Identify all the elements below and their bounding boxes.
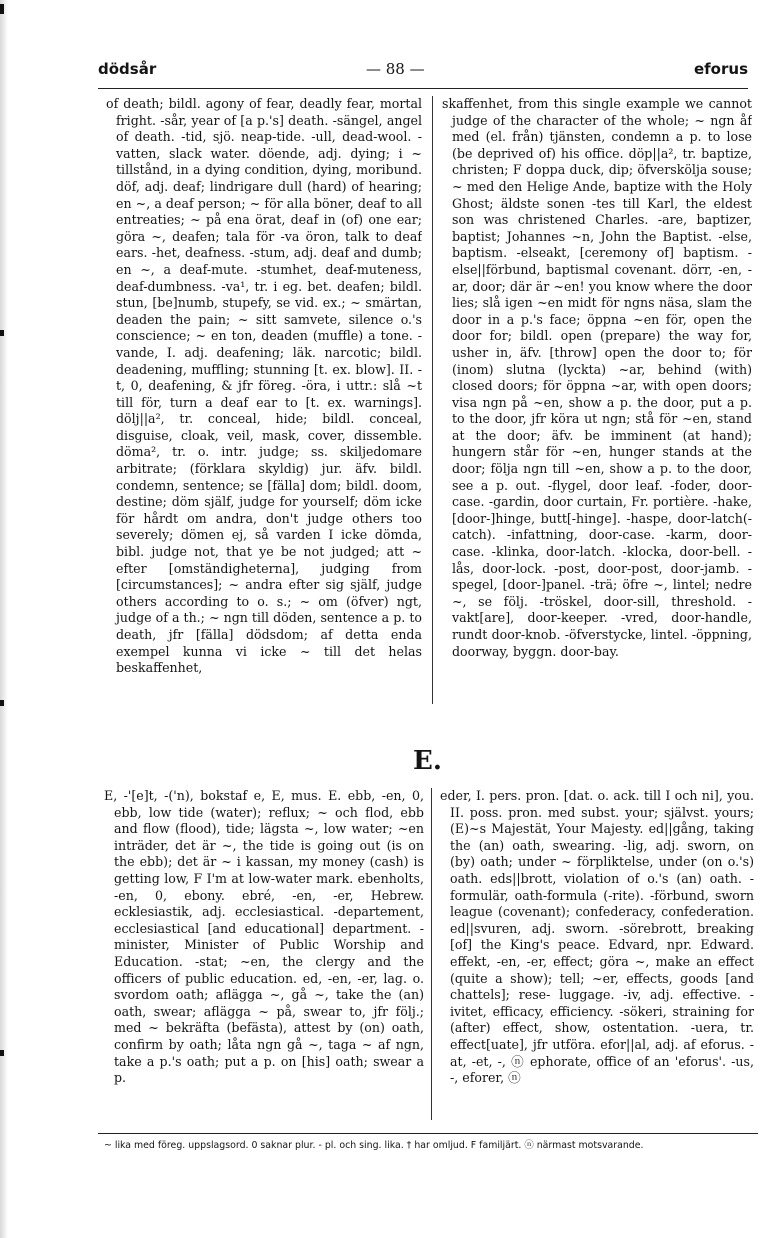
- column-divider: [431, 788, 432, 1120]
- margin-mark: [0, 330, 4, 336]
- column-top-left: [106, 96, 422, 708]
- column-text: E, -'[e]t, -('n), bokstaf e, E, mus. E. ebb, -en, 0, ebb, low tide (water); reflux; ~ och flod, ebb and flow (flood), tide; lägsta ~, low water; ~en inträder, det är ~, the tide is going out (is on the ebb); det är ~ i kassan, my money (cash) is getting low, F I'm at low-water mark. ebenholts, -en, 0, ebony. ebré, -en, -er, Hebrew. ecklesiastik, adj. ecclesiastical. -departement, ecclesiastical [and educational] department. -minister, Minister of Public Worship and Education. -stat; ~en, the clergy and the officers of public education. ed, -en, -er, lag. o. svordom oath; aflägga ~, gå ~, take the (an) oath, swear; aflägga ~ på, swear to, jfr följ.; med ~ bekräfta (befästa), attest by (on) oath, confirm by oath; låta ngn gå ~, taga ~ af ngn, take a p.'s oath; put a p. on [his] oath; swear a p.: [104, 788, 424, 1086]
- running-head: [98, 60, 748, 82]
- page-number: — 88 —: [366, 60, 425, 78]
- header-rule: [98, 88, 748, 89]
- column-top-right: [442, 96, 752, 708]
- column-text: eder, I. pers. pron. [dat. o. ack. till I och ni], you. II. poss. pron. med subst. your; självst. yours; (E)~s Majestät, Your Majesty. ed||gång, taking the (an) oath, swearing. -lig, adj. sworn, on (by) oath; under ~ förpliktelse, under (on o.'s) oath. eds||brott, violation of o.'s (an) oath. -formulär, oath-formula (-rite). -förbund, sworn league (covenant); confederacy, confederation. ed||svuren, adj. sworn. -sörebrott, breaking [of] the King's peace. Edvard, npr. Edward. effekt, -en, -er, effect; göra ~, make an effect (quite a show); tell; ~er, effects, goods [and chattels]; rese- luggage. -iv, adj. effective. -ivitet, efficacy, efficiency. -sökeri, straining for (after) effect, show, ostentation. -uera, tr. effect[uate], jfr utföra. efor||al, adj. af eforus. -at, -et, -, ⓝ ephorate, office of an 'eforus'. -us, -, eforer, ⓝ: [440, 788, 754, 1086]
- column-bottom-right: [440, 788, 754, 1124]
- column-divider: [432, 96, 433, 704]
- margin-mark: [0, 4, 4, 14]
- margin-mark: [0, 1050, 4, 1056]
- column-bottom-left: [104, 788, 424, 1124]
- header-last-word: eforus: [693, 60, 748, 78]
- footer-legend: ~ lika med föreg. uppslagsord. 0 saknar plur. - pl. och sing. lika. † har omljud. F familjärt. ⓝ närmast motsvarande.: [104, 1140, 644, 1151]
- section-letter-heading: E.: [413, 746, 442, 776]
- margin-mark: [0, 700, 4, 706]
- column-text: skaffenhet, from this single example we cannot judge of the character of the whole; ~ ngn åf med (el. från) tjänsten, condemn a p. to lose (be deprived of) his office. döp||a², tr. baptize, christen; F doppa duck, dip; öfversköljа souse; ~ med den Helige Ande, baptize with the Holy Ghost; äldste sonen -tes till Karl, the eldest son was christened Charles. -are, baptizer, baptist; Johannes ~n, John the Baptist. -else, baptism. -elseakt, [ceremony of] baptism. -else||förbund, baptismal covenant. dörr, -en, -ar, door; där är ~en! you know where the door lies; slå igen ~en midt för ngns näsa, slam the door in a p.'s face; öppna ~en för, open the door for; bildl. open (prepare) the way for, usher in, äfv. [throw] open the door to; för (inom) slutna (lyckta) ~ar, behind (with) closed doors; för öppna ~ar, with open doors; visa ngn på ~en, show a p. the door, put a p. to the door, jfr köra ut ngn; stå för ~en, stand at the door; äfv. be imminent (at hand); hungern står för ~en, hunger stands at the door; följa ngn till ~en, show a p. to the door, see a p. out. -flygel, door leaf. -foder, door-case. -gardin, door curtain, Fr. portière. -hake, [door-]hinge, butt[-hinge]. -haspe, door-latch(-catch). -infattning, door-case. -karm, door-case. -klinka, door-latch. -klocka, door-bell. -lås, door-lock. -post, door-post, door-jamb. -spegel, [door-]panel. -trä; öfre ~, lintel; nedre ~, se följ. -tröskel, door-sill, threshold. -vakt[are], door-keeper. -vred, door-handle, rundt door-knob. -öfverstycke, lintel. -öppning, doorway, byggn. door-bay.: [442, 96, 752, 659]
- header-first-word: dödsår: [98, 60, 157, 78]
- column-text: of death; bildl. agony of fear, deadly fear, mortal fright. -sår, year of [a p.'s] death. -sängel, angel of death. -tid, sjö. neap-tide. -ull, dead-wool. -vatten, slack water. döende, adj. dying; i ~ tillstånd, in a dying condition, dying, moribund. döf, adj. deaf; lindrigare dull (hard) of hearing; en ~, a deaf person; ~ för alla böner, deaf to all entreaties; ~ på ena örat, deaf in (of) one ear; göra ~, deafen; tala för -va öron, talk to deaf ears. -het, deafness. -stum, adj. deaf and dumb; en ~, a deaf-mute. -stumhet, deaf-muteness, deaf-dumbness. -va¹, tr. i eg. bet. deafen; bildl. stun, [be]numb, stupefy, se vid. ex.; ~ smärtan, deaden the pain; ~ sitt samvete, silence o.'s conscience; ~ en ton, deaden (muffle) a tone. -vande, I. adj. deafening; läk. narcotic; bildl. deadening, muffling; stunning [t. ex. blow]. II. -t, 0, deafening, & jfr föreg. -öra, i uttr.: slå ~t till för, turn a deaf ear to [t. ex. warnings]. dölj||a², tr. conceal, hide; bildl. conceal, disguise, cloak, veil, mask, cover, dissemble. döma², tr. o. intr. judge; ss. skiljedomare arbitrate; (förklara skyldig) jur. äfv. bildl. condemn, sentence; se [fälla] dom; bildl. doom, destine; döm själf, judge for yourself; döm icke för hårdt om andra, don't judge others too severely; dömen ej, så varden I icke dömda, bibl. judge not, that ye be not judged; att ~ efter [omständigheterna], judging from [circumstances]; ~ andra efter sig själf, judge others according to o. s.; ~ om (öfver) ngt, judge of a th.; ~ ngn till döden, sentence a p. to death, jfr [fälla] dödsdom; af detta enda exempel kunna vi icke ~ till det helas beskaffenhet,: [106, 96, 422, 676]
- footer-rule: [98, 1133, 758, 1134]
